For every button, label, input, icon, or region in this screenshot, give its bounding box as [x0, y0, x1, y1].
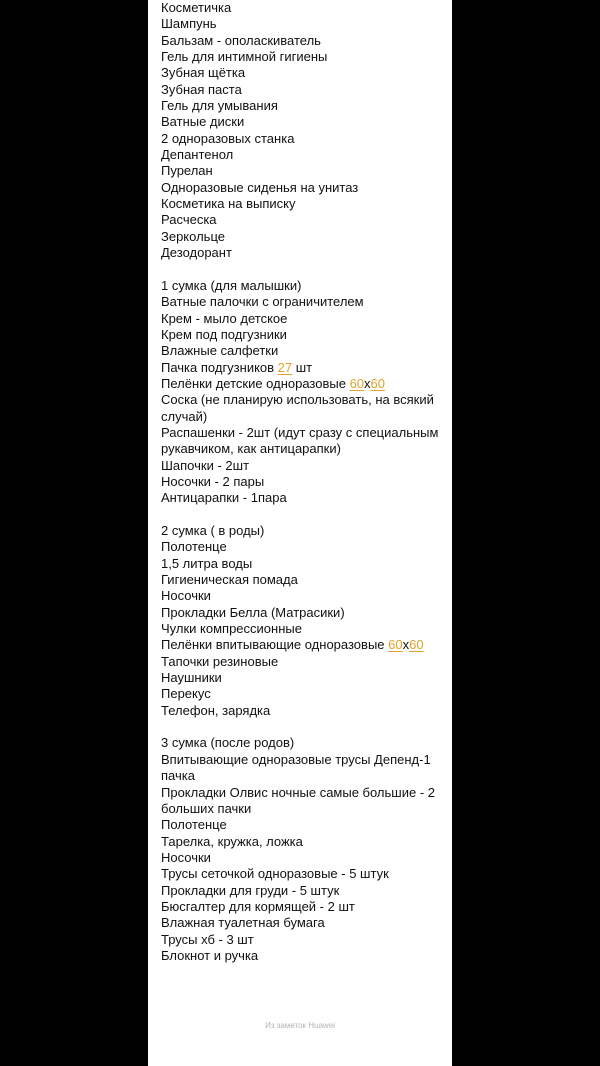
list-item: Зубная паста: [161, 81, 242, 97]
list-item: Прокладки для груди - 5 штук: [161, 882, 340, 898]
list-item: Носочки: [161, 849, 211, 865]
list-item-absorbent-sheets: [161, 637, 451, 653]
list-item: Пурелан: [161, 163, 213, 179]
list-item: Наушники: [161, 670, 222, 686]
diapers-suffix: шт: [292, 359, 313, 375]
list-item: 1,5 литра воды: [161, 555, 253, 571]
list-item: Носочки: [161, 588, 211, 604]
list-item: Чулки компрессионные: [161, 621, 302, 637]
section-toiletries: [161, 0, 451, 262]
sheets-height-link[interactable]: 60: [370, 375, 386, 391]
section-birth-bag: [161, 523, 451, 719]
list-item: Трусы сеточкой одноразовые - 5 штук: [161, 866, 389, 882]
note-footer-source: Из заметок Huawei: [265, 1021, 335, 1030]
list-item: Бальзам - ополаскиватель: [161, 32, 321, 48]
list-item: Депантенол: [161, 147, 234, 163]
list-item: Блокнот и ручка: [161, 947, 259, 963]
list-item: Гигиеническая помада: [161, 572, 298, 588]
list-item: Антицарапки - 1пара: [161, 490, 287, 506]
list-item: Прокладки Олвис ночные самые большие - 2: [161, 784, 435, 800]
sheets-prefix: Пелёнки впитывающие одноразовые: [161, 637, 389, 653]
list-item: Тапочки резиновые: [161, 653, 279, 669]
list-item-baby-sheets: [161, 376, 451, 392]
list-item: Ватные палочки с ограничителем: [161, 294, 364, 310]
list-item: Косметика на выписку: [161, 196, 296, 212]
list-item: Тарелка, кружка, ложка: [161, 833, 303, 849]
list-item: Бюсгалтер для кормящей - 2 шт: [161, 898, 355, 914]
sheets-height-link[interactable]: 60: [409, 637, 424, 653]
list-item: Гель для интимной гигиены: [161, 49, 328, 65]
note-content: [161, 0, 451, 964]
list-item: Телефон, зарядка: [161, 702, 271, 718]
sheets-prefix: Пелёнки детские одноразовые: [161, 375, 350, 391]
list-item: Зубная щётка: [161, 65, 246, 81]
list-item: Полотенце: [161, 817, 227, 833]
list-item: пачка: [161, 768, 195, 784]
list-item: Носочки - 2 пары: [161, 473, 265, 489]
section-baby-bag: [161, 278, 451, 507]
list-item: Расческа: [161, 212, 217, 228]
list-item: больших пачки: [161, 800, 252, 816]
list-item: Влажная туалетная бумага: [161, 915, 325, 931]
note-page: [148, 0, 452, 1066]
list-item: Косметичка: [161, 0, 232, 15]
list-item: Распашенки - 2шт (идут сразу с специальным: [161, 424, 439, 440]
section-title: 3 сумка (после родов): [161, 735, 295, 751]
section-after-birth-bag: [161, 735, 451, 964]
blank-line: [161, 262, 451, 278]
list-item: Прокладки Белла (Матрасики): [161, 604, 345, 620]
list-item: Трусы хб - 3 шт: [161, 931, 254, 947]
sheets-width-link[interactable]: 60: [349, 375, 365, 391]
list-item: Шапочки - 2шт: [161, 457, 250, 473]
section-title: 1 сумка (для малышки): [161, 277, 302, 293]
list-item: Одноразовые сиденья на унитаз: [161, 179, 359, 195]
list-item: Шампунь: [161, 16, 217, 32]
blank-line: [161, 719, 451, 735]
list-item: Впитывающие одноразовые трусы Депенд-1: [161, 751, 431, 767]
list-item: Крем под подгузники: [161, 326, 287, 342]
list-item-diapers: [161, 360, 451, 376]
list-item: Перекус: [161, 686, 211, 702]
section-title: 2 сумка ( в роды): [161, 523, 265, 538]
list-item: 2 одноразовых станка: [161, 130, 295, 146]
list-item: Ватные диски: [161, 114, 245, 130]
sheets-x: x: [364, 375, 371, 391]
list-item: Соска (не планирую использовать, на всякий: [161, 392, 434, 408]
list-item: Зеркольце: [161, 228, 225, 244]
list-item: случай): [161, 408, 208, 424]
list-item: рукавчиком, как антицарапки): [161, 441, 341, 457]
list-item: Крем - мыло детское: [161, 310, 288, 326]
blank-line: [161, 507, 451, 523]
list-item: Гель для умывания: [161, 98, 278, 114]
sheets-width-link[interactable]: 60: [388, 637, 403, 653]
list-item: Дезодорант: [161, 245, 232, 261]
list-item: Влажные салфетки: [161, 343, 279, 359]
list-item: Полотенце: [161, 539, 227, 555]
diapers-prefix: Пачка подгузников: [161, 359, 278, 375]
sheets-x: x: [402, 637, 410, 653]
diapers-count-link[interactable]: 27: [277, 359, 293, 375]
